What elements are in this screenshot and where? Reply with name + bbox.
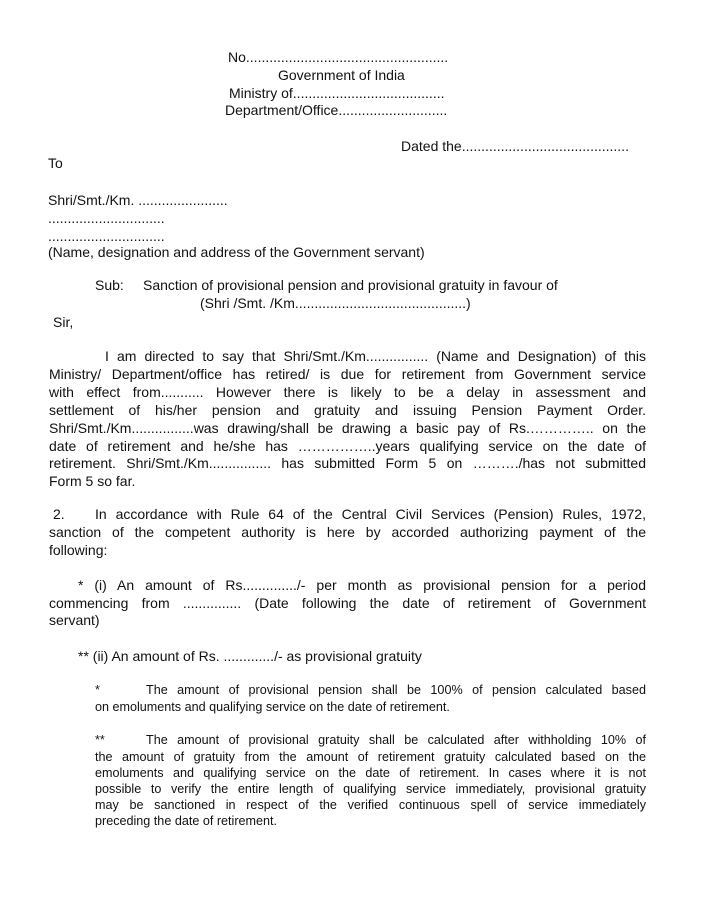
salutation: Sir, [53,314,74,330]
paragraph-number: 2. [53,506,65,522]
paragraph-line: Ministry/ Department/office has retired/ is due for retirement from Government service [49,366,646,382]
footnote-line: The amount of provisional gratuity shall be calculated after withholding 10% of [146,733,646,747]
subject-label: Sub: [95,277,124,293]
footnote-line: emoluments and qualifying service on the date of retirement. In cases where it is not [95,766,646,780]
footnote-line: the amount of gratuity from the amount of retirement gratuity calculated based on the [95,750,646,764]
subject-text: (Shri /Smt. /Km............................................) [200,295,471,311]
paragraph-line: following: [49,542,108,558]
address-caption: (Name, designation and address of the Government servant) [48,244,425,260]
address-line: .............................. [48,210,165,226]
dated-line: Dated the........................................... [401,138,629,154]
item-line: * (i) An amount of Rs............../- per month as provisional pension for a period [78,577,646,593]
item-provisional-gratuity: ** (ii) An amount of Rs. ............./- as provisional gratuity [78,648,422,664]
subject-text: Sanction of provisional pension and provisional gratuity in favour of [143,277,558,293]
address-line: .............................. [48,228,165,244]
paragraph-line: I am directed to say that Shri/Smt./Km................ (Name and Designation) of this [105,348,646,364]
paragraph-line: with effect from........... However there is likely to be a delay in assessment and [49,384,646,400]
item-line: commencing from ............... (Date following the date of retirement of Government [49,595,646,611]
paragraph-line: In accordance with Rule 64 of the Central Civil Services (Pension) Rules, 1972, [95,506,646,522]
footnote-line: on emoluments and qualifying service on the date of retirement. [95,700,450,714]
ministry-line: Ministry of....................................... [229,85,445,101]
footnote-line: may be sanctioned in respect of the verified continuous spell of service immediately [95,798,646,812]
paragraph-line: date of retirement and he/she has ……………..years qualifying service on the date of [49,438,646,454]
addressee-name: Shri/Smt./Km. ....................... [48,192,228,208]
paragraph-line: settlement of his/her pension and gratuity and issuing Pension Payment Order. [49,402,646,418]
footnote-line: possible to verify the entire length of qualifying service immediately, provisional gratuity [95,782,646,796]
department-line: Department/Office............................ [225,102,448,118]
footnote-mark: ** [95,733,105,747]
to-label: To [48,155,63,171]
paragraph-line: retirement. Shri/Smt./Km................ has submitted Form 5 on ………./has not submitted [49,455,646,471]
government-title: Government of India [278,67,405,83]
footnote-line: The amount of provisional pension shall be 100% of pension calculated based [146,683,646,697]
item-line: servant) [49,612,100,628]
footnote-mark: * [95,683,100,697]
paragraph-line: Form 5 so far. [49,473,136,489]
paragraph-line: Shri/Smt./Km................was drawing/shall be drawing a basic pay of Rs.………….. on the [49,420,646,436]
paragraph-line: sanction of the competent authority is here by accorded authorizing payment of the [49,524,646,540]
footnote-line: preceding the date of retirement. [95,814,278,828]
letter-number: No.................................................... [228,49,449,65]
